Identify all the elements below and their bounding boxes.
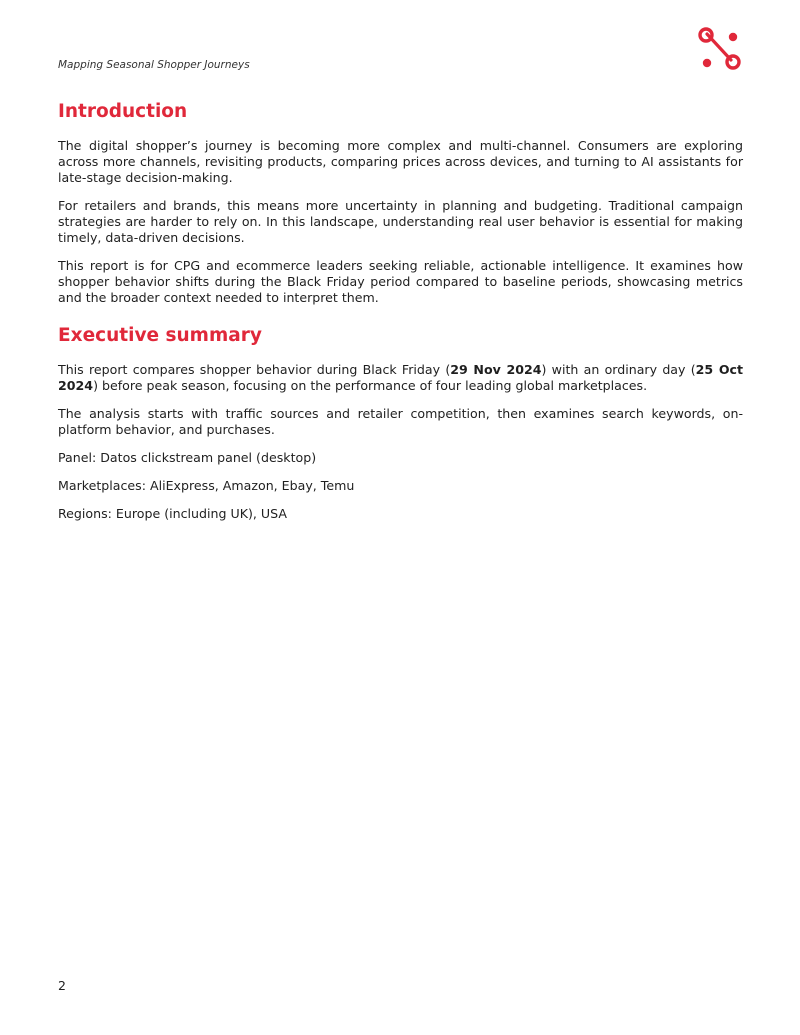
- introduction-paragraph-3: This report is for CPG and ecommerce leaders seeking reliable, actionable intelligence. It examines how shopper behavior shifts during the Black Friday period compared to baseline periods, showcasing metrics and the broader context needed to interpret them.: [58, 258, 743, 305]
- introduction-section: [58, 100, 743, 306]
- marketplaces-line: Marketplaces: AliExpress, Amazon, Ebay, Temu: [58, 478, 355, 493]
- introduction-heading: Introduction: [58, 101, 188, 122]
- panel-line: Panel: Datos clickstream panel (desktop): [58, 450, 317, 465]
- executive-summary-heading: Executive summary: [58, 325, 262, 346]
- executive-summary-paragraph-1: [58, 362, 743, 394]
- summary-text-part-3: ) before peak season, focusing on the performance of four leading global marketplaces.: [93, 378, 648, 393]
- introduction-paragraph-2: For retailers and brands, this means more uncertainty in planning and budgeting. Traditional campaign strategies are harder to rely on. In this landscape, understanding real user behavior is essential for making timely, data-driven decisions.: [58, 198, 743, 245]
- regions-line: Regions: Europe (including UK), USA: [58, 506, 287, 521]
- summary-text-part-2: ) with an ordinary day (: [541, 362, 696, 377]
- black-friday-date: 29 Nov 2024: [450, 362, 542, 377]
- introduction-paragraph-1: The digital shopper’s journey is becoming more complex and multi-channel. Consumers are exploring across more channels, revisiting products, comparing prices across devices, and turning to AI assistants for late-stage decision-making.: [58, 138, 743, 185]
- baseline-date: 25 Oct 2024: [58, 362, 744, 393]
- executive-summary-section: [58, 324, 743, 522]
- page-number: 2: [58, 978, 66, 993]
- summary-text-part-1: This report compares shopper behavior during Black Friday (: [58, 362, 451, 377]
- executive-summary-paragraph-2: The analysis starts with traffic sources and retailer competition, then examines search keywords, on-platform behavior, and purchases.: [58, 406, 743, 437]
- connected-nodes-logo-icon: [695, 25, 745, 75]
- document-running-title: Mapping Seasonal Shopper Journeys: [58, 59, 250, 71]
- page-content: [58, 100, 743, 534]
